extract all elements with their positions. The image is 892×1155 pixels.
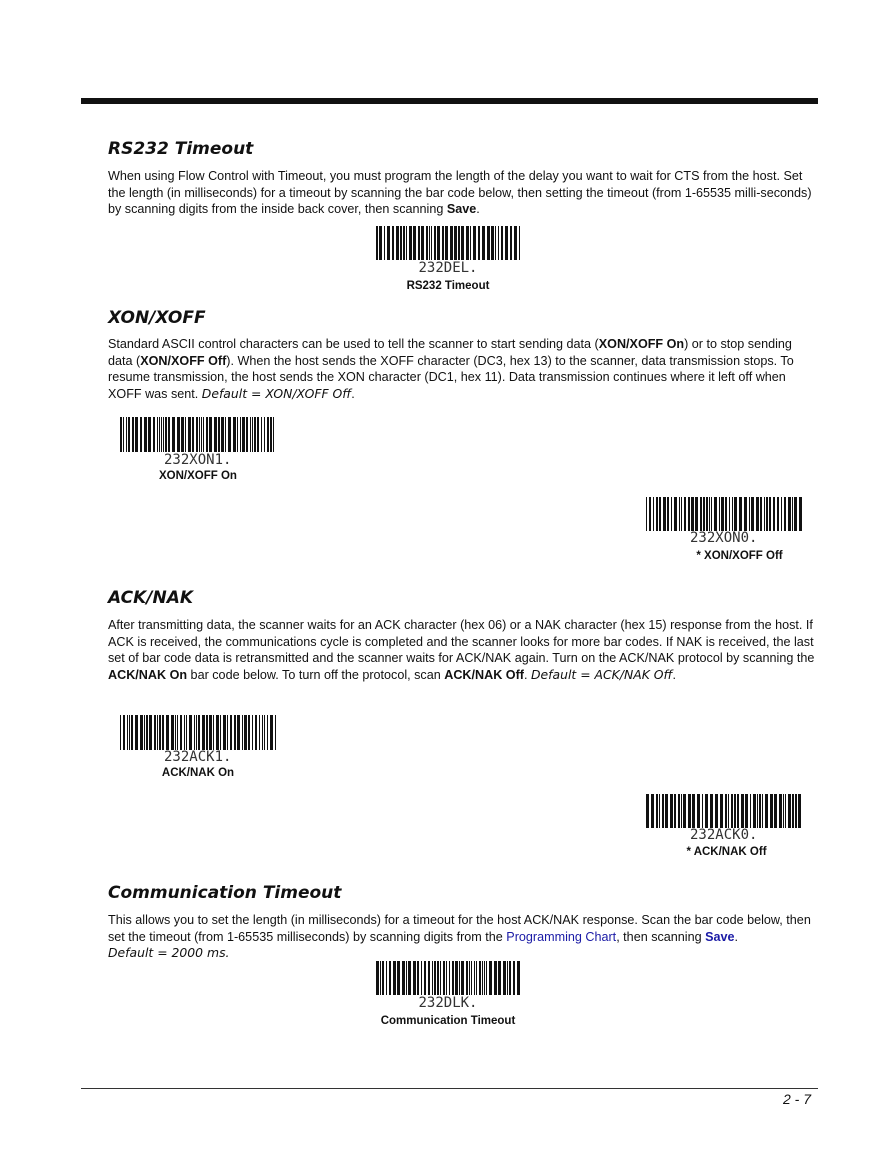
barcode-bar — [792, 794, 794, 828]
barcode-bar — [223, 715, 226, 750]
barcode-bar — [202, 715, 205, 750]
barcode-bar — [376, 961, 379, 995]
barcode-bar — [244, 715, 247, 750]
barcode-bar — [739, 497, 742, 531]
barcode-bar — [737, 794, 739, 828]
barcode-bar — [120, 715, 121, 750]
barcode-bar — [728, 794, 729, 828]
barcode-bar — [731, 794, 733, 828]
barcode-bar — [799, 497, 802, 531]
barcode-bar — [159, 715, 161, 750]
barcode-bar — [662, 794, 664, 828]
footer-rule — [81, 1088, 818, 1089]
barcode-human-readable: 232ACK0. — [690, 827, 758, 843]
barcode-bar — [770, 794, 773, 828]
barcode-bar — [764, 497, 765, 531]
barcode-bar — [750, 794, 751, 828]
barcode-bar — [192, 417, 194, 452]
paragraph-rs232-timeout: When using Flow Control with Timeout, you must program the length of the delay you want to wait for CTS from the host. Set the length (in milliseconds) for a timeout by scanning the bar code below, then setting the timeout (from 1-65535 milli-seconds) by scanning digits from the inside back cover, then scanning Save. — [108, 169, 812, 217]
barcode-bar — [741, 794, 744, 828]
barcode-bar — [725, 794, 727, 828]
barcode-bar — [498, 961, 501, 995]
barcode-bar — [270, 417, 272, 452]
barcode-bar — [161, 417, 162, 452]
save-link[interactable]: Save — [705, 929, 735, 944]
barcode-bar — [376, 226, 378, 260]
barcode-bar — [710, 794, 713, 828]
barcode-bar — [409, 226, 412, 260]
barcode-bar — [428, 961, 430, 995]
barcode-bar — [221, 417, 224, 452]
barcode-bar — [406, 961, 407, 995]
barcode-bar — [503, 961, 506, 995]
barcode-bar — [397, 961, 400, 995]
barcode-bar — [773, 497, 775, 531]
barcode-bar — [154, 715, 156, 750]
caption-ack-nak-on: ACK/NAK On — [161, 767, 235, 779]
barcode-bar — [684, 497, 686, 531]
barcode-bar — [452, 961, 454, 995]
barcode-bar — [783, 794, 784, 828]
barcode-bar — [486, 961, 487, 995]
barcode-bar — [474, 961, 475, 995]
barcode-bar — [140, 417, 142, 452]
barcode-bars — [118, 417, 278, 452]
barcode-bar — [270, 715, 273, 750]
barcode-bar — [252, 715, 253, 750]
barcode-bar — [688, 497, 690, 531]
barcode-bar — [209, 417, 212, 452]
barcode-bar — [678, 794, 680, 828]
barcode-bar — [671, 497, 672, 531]
barcode-bar — [127, 715, 128, 750]
barcode-bar — [794, 497, 797, 531]
barcode-human-readable: 232DLK. — [418, 995, 478, 1011]
caption-rs232-timeout: RS232 Timeout — [406, 280, 490, 292]
barcode-bar — [254, 417, 256, 452]
barcode-bar — [429, 226, 430, 260]
barcode-bar — [209, 715, 212, 750]
barcode-bar — [248, 715, 250, 750]
barcode-bar — [498, 226, 499, 260]
barcode-bar — [774, 794, 777, 828]
barcode-bar — [471, 961, 472, 995]
barcode-bar — [455, 961, 458, 995]
barcode-bar — [144, 417, 147, 452]
barcode-bar — [788, 794, 791, 828]
barcode-bar — [406, 226, 407, 260]
barcode-bar — [454, 226, 457, 260]
barcode-bar — [379, 226, 382, 260]
barcode-bar — [705, 794, 708, 828]
barcode-bar — [709, 497, 710, 531]
barcode-bar — [162, 715, 164, 750]
barcode-bar — [180, 715, 182, 750]
barcode-bar — [466, 226, 469, 260]
barcode-bar — [751, 497, 754, 531]
barcode-bar — [494, 961, 497, 995]
barcode-bar — [196, 417, 198, 452]
barcode-bar — [230, 715, 232, 750]
barcode-ack-nak-off[interactable] — [644, 794, 804, 846]
barcode-bar — [434, 961, 436, 995]
barcode-bar — [389, 961, 391, 995]
barcode-bar — [172, 417, 175, 452]
section-title-ack-nak: ACK/NAK — [108, 588, 194, 608]
barcode-bar — [144, 715, 145, 750]
barcode-bar — [146, 715, 148, 750]
barcode-bar — [458, 226, 460, 260]
barcode-bar — [396, 226, 399, 260]
barcode-bar — [198, 715, 200, 750]
barcode-bar — [653, 497, 654, 531]
barcode-bars — [118, 715, 278, 750]
barcode-bar — [257, 417, 259, 452]
barcode-bar — [656, 794, 658, 828]
barcode-bar — [196, 715, 197, 750]
barcode-bar — [756, 497, 759, 531]
barcode-bar — [749, 497, 750, 531]
barcode-bar — [242, 715, 243, 750]
barcode-bar — [476, 961, 477, 995]
barcode-bar — [484, 961, 485, 995]
barcode-bar — [384, 226, 385, 260]
barcode-bar — [766, 497, 768, 531]
barcode-bar — [443, 961, 445, 995]
section-title-communication-timeout: Communication Timeout — [108, 883, 342, 903]
barcode-bar — [426, 226, 428, 260]
barcode-bar — [421, 961, 422, 995]
barcode-bar — [482, 226, 485, 260]
barcode-bar — [450, 226, 453, 260]
barcode-xon-xoff-off[interactable] — [644, 497, 804, 549]
barcode-bar — [216, 715, 219, 750]
barcode-bar — [513, 961, 515, 995]
barcode-bar — [387, 226, 390, 260]
barcode-bar — [148, 417, 151, 452]
barcode-bar — [177, 715, 178, 750]
barcode-bar — [510, 226, 512, 260]
barcode-bar — [440, 961, 441, 995]
barcode-bar — [514, 226, 517, 260]
barcode-bar — [745, 794, 748, 828]
barcode-bar — [437, 226, 440, 260]
barcode-bar — [135, 715, 138, 750]
barcode-bar — [461, 961, 464, 995]
barcode-bar — [273, 417, 274, 452]
barcode-bar — [255, 715, 257, 750]
barcode-bar — [267, 417, 269, 452]
barcode-bar — [788, 497, 791, 531]
barcode-bar — [762, 794, 763, 828]
barcode-bar — [250, 417, 251, 452]
barcode-bar — [252, 417, 253, 452]
barcode-bar — [720, 794, 723, 828]
barcode-bar — [703, 497, 705, 531]
barcode-bar — [667, 497, 669, 531]
barcode-bar — [495, 226, 496, 260]
barcode-ack-nak-on[interactable] — [118, 715, 278, 767]
barcode-bar — [177, 417, 180, 452]
barcode-bars — [644, 497, 804, 531]
barcode-bar — [692, 794, 695, 828]
barcode-bar — [683, 794, 686, 828]
barcode-bar — [721, 497, 724, 531]
barcode-bar — [651, 794, 654, 828]
caption-communication-timeout: Communication Timeout — [380, 1015, 516, 1027]
barcode-bar — [505, 226, 508, 260]
barcode-rs232-timeout[interactable] — [374, 226, 522, 276]
barcode-bar — [175, 715, 176, 750]
barcode-bar — [199, 417, 200, 452]
barcode-bar — [129, 715, 130, 750]
barcode-bars — [374, 961, 522, 995]
barcode-bar — [665, 794, 668, 828]
barcode-bar — [149, 715, 152, 750]
barcode-bar — [185, 417, 186, 452]
barcode-xon-xoff-on[interactable] — [118, 417, 278, 469]
barcode-bar — [478, 226, 480, 260]
barcode-bar — [264, 417, 265, 452]
barcode-bar — [688, 794, 691, 828]
barcode-bar — [489, 961, 492, 995]
barcode-bar — [445, 226, 448, 260]
barcode-bar — [679, 497, 680, 531]
barcode-bar — [646, 497, 647, 531]
barcode-bar — [777, 497, 779, 531]
barcode-bar — [413, 226, 416, 260]
barcode-bar — [189, 715, 192, 750]
barcode-bar — [798, 794, 801, 828]
barcode-bar — [469, 961, 470, 995]
barcode-bar — [123, 715, 125, 750]
barcode-bar — [264, 715, 265, 750]
barcode-human-readable: 232XON1. — [164, 452, 232, 468]
barcode-bar — [402, 961, 405, 995]
barcode-bar — [165, 417, 167, 452]
barcode-bar — [153, 417, 155, 452]
barcode-bar — [261, 417, 262, 452]
barcode-bar — [218, 417, 220, 452]
barcode-bar — [674, 497, 677, 531]
barcode-bar — [421, 226, 424, 260]
barcode-bar — [760, 497, 762, 531]
barcode-bar — [681, 497, 682, 531]
barcode-bar — [240, 417, 241, 452]
barcode-bar — [759, 794, 761, 828]
barcode-human-readable: 232XON0. — [690, 530, 758, 546]
barcode-bar — [442, 226, 444, 260]
barcode-bar — [697, 794, 700, 828]
barcode-bars — [374, 226, 522, 260]
barcode-bar — [382, 961, 384, 995]
barcode-bar — [275, 715, 276, 750]
barcode-bar — [237, 417, 238, 452]
barcode-bar — [267, 715, 268, 750]
barcode-bar — [519, 226, 520, 260]
barcode-bar — [702, 794, 703, 828]
barcode-bar — [403, 226, 405, 260]
barcode-bar — [408, 961, 411, 995]
barcode-bar — [744, 497, 747, 531]
barcode-bar — [418, 226, 420, 260]
barcode-bar — [470, 226, 471, 260]
barcode-bar — [120, 417, 122, 452]
caption-ack-nak-off: * ACK/NAK Off — [686, 846, 767, 858]
barcode-bar — [203, 417, 204, 452]
barcode-bar — [413, 961, 416, 995]
barcode-bar — [242, 417, 245, 452]
barcode-bar — [674, 794, 676, 828]
barcode-bar — [431, 226, 432, 260]
barcode-bar — [140, 715, 143, 750]
barcode-bar — [206, 715, 208, 750]
barcode-bar — [132, 417, 134, 452]
barcode-bar — [732, 497, 733, 531]
barcode-bar — [509, 961, 511, 995]
barcode-bar — [487, 226, 490, 260]
barcode-bar — [201, 417, 202, 452]
barcode-bar — [400, 226, 402, 260]
barcode-bar — [234, 715, 236, 750]
barcode-bar — [691, 497, 694, 531]
barcode-bar — [392, 226, 394, 260]
barcode-human-readable: 232ACK1. — [164, 749, 232, 765]
barcode-bar — [779, 794, 782, 828]
barcode-bar — [656, 497, 658, 531]
barcode-bar — [753, 794, 756, 828]
barcode-bar — [646, 794, 649, 828]
barcode-bar — [194, 715, 195, 750]
barcode-bar — [168, 417, 170, 452]
barcode-bar — [517, 961, 520, 995]
barcode-bar — [159, 417, 160, 452]
barcode-bar — [785, 794, 786, 828]
section-title-xon-xoff: XON/XOFF — [108, 308, 206, 328]
barcode-bar — [734, 497, 737, 531]
barcode-bar — [449, 961, 450, 995]
barcode-bar — [171, 715, 174, 750]
barcode-bar — [461, 226, 464, 260]
paragraph-xon-xoff: Standard ASCII control characters can be used to tell the scanner to start sending data (XON/XOFF On) or to stop sending data (XON/XOFF Off). When the host sends the XOFF character (DC3, hex 13) to the scanner, data transmission stops. To resume transmission, the host sends the XON character (DC1, hex 11). Data transmission continues where it left off when XOFF was sent. Default = XON/XOFF Off. — [108, 337, 794, 401]
barcode-bar — [491, 226, 494, 260]
barcode-bar — [437, 961, 439, 995]
barcode-bar — [765, 794, 768, 828]
barcode-bar — [186, 715, 187, 750]
barcode-bar — [220, 715, 221, 750]
page-number: 2 - 7 — [782, 1091, 811, 1107]
barcode-bar — [214, 417, 217, 452]
barcode-bar — [225, 417, 226, 452]
barcode-bar — [262, 715, 263, 750]
barcode-bar — [181, 417, 184, 452]
barcode-communication-timeout[interactable] — [374, 961, 522, 1011]
barcode-bar — [734, 794, 736, 828]
barcode-bar — [128, 417, 130, 452]
barcode-bar — [659, 794, 660, 828]
barcode-bar — [781, 497, 782, 531]
barcode-bar — [473, 226, 476, 260]
barcode-bar — [131, 715, 133, 750]
section-title-rs232-timeout: RS232 Timeout — [108, 139, 254, 159]
barcode-bar — [659, 497, 661, 531]
paragraph-communication-timeout: This allows you to set the length (in milliseconds) for a timeout for the host ACK/NAK response. Scan the bar code below, then set the timeout (from 1-65535 milliseconds) by scanning digits from the Programming Chart, then scanning Save. Default = 2000 ms. — [108, 913, 811, 961]
caption-xon-xoff-off: * XON/XOFF Off — [696, 550, 783, 562]
barcode-bar — [184, 715, 185, 750]
barcode-bar — [784, 497, 786, 531]
barcode-bar — [163, 417, 164, 452]
barcode-bar — [432, 961, 433, 995]
barcode-bar — [482, 961, 483, 995]
barcode-bar — [213, 715, 214, 750]
barcode-bar — [386, 961, 387, 995]
barcode-bar — [237, 715, 240, 750]
barcode-bar — [123, 417, 124, 452]
barcode-bar — [228, 417, 231, 452]
barcode-bar — [715, 794, 718, 828]
barcode-bar — [157, 715, 158, 750]
barcode-human-readable: 232DEL. — [418, 260, 478, 276]
barcode-bar — [706, 497, 708, 531]
barcode-bar — [466, 961, 468, 995]
barcode-bar — [795, 794, 797, 828]
barcode-bar — [714, 497, 717, 531]
barcode-bar — [663, 497, 666, 531]
barcode-bar — [246, 417, 248, 452]
barcode-bar — [711, 497, 712, 531]
barcode-bar — [233, 417, 236, 452]
barcode-bar — [695, 497, 698, 531]
programming-chart-link[interactable]: Programming Chart — [506, 929, 617, 944]
barcode-bar — [417, 961, 419, 995]
barcode-bar — [380, 961, 381, 995]
barcode-bar — [166, 715, 169, 750]
barcode-bar — [769, 497, 771, 531]
barcode-bar — [434, 226, 436, 260]
barcode-bar — [681, 794, 682, 828]
barcode-bar — [446, 961, 447, 995]
barcode-bar — [507, 961, 508, 995]
barcode-bar — [670, 794, 673, 828]
barcode-bar — [725, 497, 727, 531]
barcode-bar — [719, 497, 720, 531]
barcode-bar — [792, 497, 793, 531]
barcode-bar — [157, 417, 158, 452]
barcode-bar — [188, 417, 191, 452]
barcode-bar — [227, 715, 228, 750]
barcode-bar — [393, 961, 396, 995]
barcode-bar — [649, 497, 651, 531]
paragraph-ack-nak: After transmitting data, the scanner waits for an ACK character (hex 06) or a NAK character (hex 15) response from the host. If ACK is received, the communications cycle is completed and the scanner looks for more bar codes. If NAK is received, the last set of bar code data is retransmitted and the scanner waits for ACK/NAK again. Turn on the ACK/NAK protocol by scanning the ACK/NAK On bar code below. To turn off the protocol, scan ACK/NAK Off. Default = ACK/NAK Off. — [108, 618, 815, 682]
barcode-bar — [729, 497, 730, 531]
barcode-bar — [135, 417, 138, 452]
barcode-bar — [501, 226, 503, 260]
barcode-bars — [644, 794, 804, 828]
barcode-bar — [424, 961, 426, 995]
caption-xon-xoff-on: XON/XOFF On — [159, 470, 237, 482]
barcode-bar — [700, 497, 702, 531]
barcode-bar — [206, 417, 208, 452]
barcode-bar — [757, 794, 758, 828]
barcode-bar — [459, 961, 460, 995]
barcode-bar — [479, 961, 481, 995]
barcode-bar — [259, 715, 260, 750]
barcode-bar — [126, 417, 127, 452]
header-rule — [81, 98, 818, 104]
